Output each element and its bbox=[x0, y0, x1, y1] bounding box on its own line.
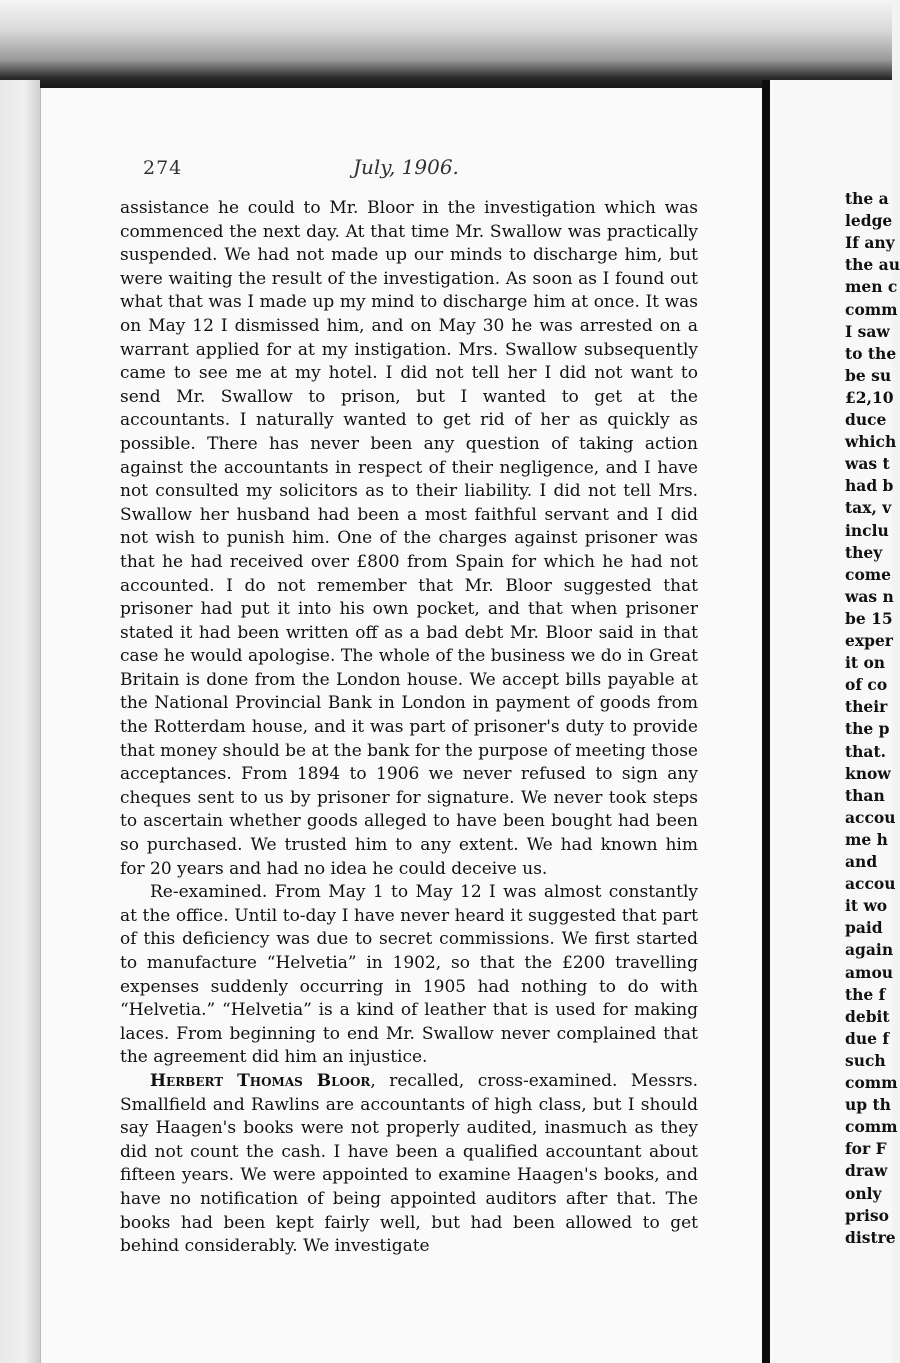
facing-page-line: amou bbox=[845, 962, 894, 982]
scan-left-edge bbox=[0, 80, 40, 1363]
facing-page-line: for F bbox=[845, 1139, 887, 1159]
facing-page-line: comm bbox=[845, 1117, 898, 1137]
facing-page-line: it on bbox=[845, 653, 886, 673]
facing-page-line: exper bbox=[845, 631, 893, 650]
witness-testimony: , recalled, cross-examined. Messrs. Smallfield and Rawlins are accountants of high class, but I should say Haagen's books were not properly audited, inasmuch as they did not count the cash. I have been a qualified accountant about fifteen years. We were appointed to examine Haagen's books, and have no notification of being appointed auditors after that. The books had been kept fairly well, but had been allowed to get behind considerably. We investigate bbox=[120, 1070, 698, 1257]
facing-page-line: it wo bbox=[845, 896, 888, 916]
facing-page bbox=[770, 80, 900, 1363]
facing-page-line: know bbox=[845, 763, 891, 783]
facing-page-line: me h bbox=[845, 829, 888, 849]
facing-page-line: debit bbox=[845, 1006, 890, 1026]
facing-page-line: be su bbox=[845, 365, 892, 385]
facing-page-line: comm bbox=[845, 1073, 898, 1092]
facing-page-line: of co bbox=[845, 675, 888, 695]
facing-page-line: men c bbox=[845, 277, 898, 297]
facing-page-line: If any bbox=[845, 233, 895, 253]
running-title: July, 1906. bbox=[353, 155, 459, 179]
paragraph-cross-examination: assistance he could to Mr. Bloor in the investigation which was commenced the next day. At that time Mr. Swallow was practically suspended. We had not made up our minds to discharge him, but were waiting the result of the investigation. As soon as I found out what that was I made up my mind to discharge him at once. It was on May 12 I dismissed him, and on May 30 he was arrested on a warrant applied for at my instigation. Mrs. Swallow subsequently came to see me at my hotel. I did not tell her I did not want to send Mr. Swallow to prison, but I wanted to get at the accountants. I naturally wanted to get rid of her as quickly as possible. There has never been any question of taking action against the accountants in respect of their negligence, and I have not consulted my solicitors as to their liability. I did not tell Mrs. Swallow her husband had been a most faithful servant and I did not wish to punish him. One of the charges against prisoner was that he had received over £800 from Spain for which he had not accounted. I do not remember that Mr. Bloor suggested that prisoner had put it into his own pocket, and that when prisoner stated it had been written off as a bad debt Mr. Bloor said in that case he would apologise. The whole of the business we do in Great Britain is done from the London house. We accept bills payable at the National Provincial Bank in London in payment of goods from the Rotterdam house, and it was part of prisoner's duty to provide that money should be at the bank for the purpose of meeting those acceptances. From 1894 to 1906 we never refused to sign any cheques sent to us by prisoner for signature. We never took steps to ascertain whether goods alleged to have been bought had been so purchased. We trusted him to any extent. We had known him for 20 years and had no idea he could deceive us. bbox=[120, 198, 698, 879]
facing-page-line: due f bbox=[845, 1028, 890, 1048]
facing-page-line: distre bbox=[845, 1227, 896, 1247]
facing-page-line: up th bbox=[845, 1095, 891, 1115]
book-gutter bbox=[762, 80, 770, 1363]
paragraph-witness bbox=[120, 1070, 698, 1259]
facing-page-line: the a bbox=[845, 189, 889, 208]
facing-page-line: than bbox=[845, 785, 885, 805]
facing-page-line: tax, v bbox=[845, 498, 892, 518]
facing-page-line: duce bbox=[845, 410, 887, 429]
facing-page-line: the f bbox=[845, 984, 886, 1004]
facing-page-line: which bbox=[845, 432, 897, 452]
facing-page-line: was t bbox=[845, 454, 890, 474]
facing-page-line: that. bbox=[845, 741, 887, 761]
facing-page-line: again bbox=[845, 940, 894, 960]
witness-name: Herbert Thomas Bloor bbox=[150, 1070, 371, 1091]
facing-page-line: the au bbox=[845, 255, 900, 275]
page-number: 274 bbox=[143, 157, 183, 179]
facing-page-line: accou bbox=[845, 874, 896, 894]
facing-page-line: the p bbox=[845, 719, 890, 739]
facing-page-line: draw bbox=[845, 1161, 888, 1181]
paragraph-re-examined: Re-examined. From May 1 to May 12 I was almost constantly at the office. Until to-day I have never heard it suggested that part of this deficiency was due to secret commissions. We first started to manufacture “Helvetia” in 1902, so that the £200 travelling expenses suddenly occurring in 1905 had nothing to do with “Helvetia.” “Helvetia” is a kind of leather that is used for making laces. From beginning to end Mr. Swallow never complained that the agreement did him an injustice. bbox=[120, 882, 698, 1068]
facing-page-line: come bbox=[845, 564, 892, 584]
running-head bbox=[143, 155, 463, 183]
facing-page-line: their bbox=[845, 697, 888, 717]
facing-page-line: priso bbox=[845, 1205, 889, 1225]
facing-page-line: to the bbox=[845, 343, 897, 363]
facing-page-line: paid bbox=[845, 918, 883, 938]
scan-top-shadow bbox=[0, 0, 892, 95]
facing-page-line: was n bbox=[845, 586, 894, 606]
facing-page-line: be 15 bbox=[845, 608, 893, 628]
facing-page-line: £2,10 bbox=[845, 387, 894, 407]
facing-page-line: had b bbox=[845, 476, 894, 496]
page-body bbox=[120, 197, 698, 1259]
facing-page-line: they bbox=[845, 542, 883, 562]
facing-page-line: only bbox=[845, 1183, 882, 1203]
facing-page-line: I saw bbox=[845, 321, 890, 341]
facing-page-line: ledge bbox=[845, 211, 893, 231]
facing-page-line: accou bbox=[845, 807, 896, 827]
facing-page-line: comm bbox=[845, 299, 898, 319]
facing-page-line: inclu bbox=[845, 520, 889, 540]
facing-page-line: such bbox=[845, 1050, 886, 1070]
facing-page-line: and bbox=[845, 852, 878, 871]
